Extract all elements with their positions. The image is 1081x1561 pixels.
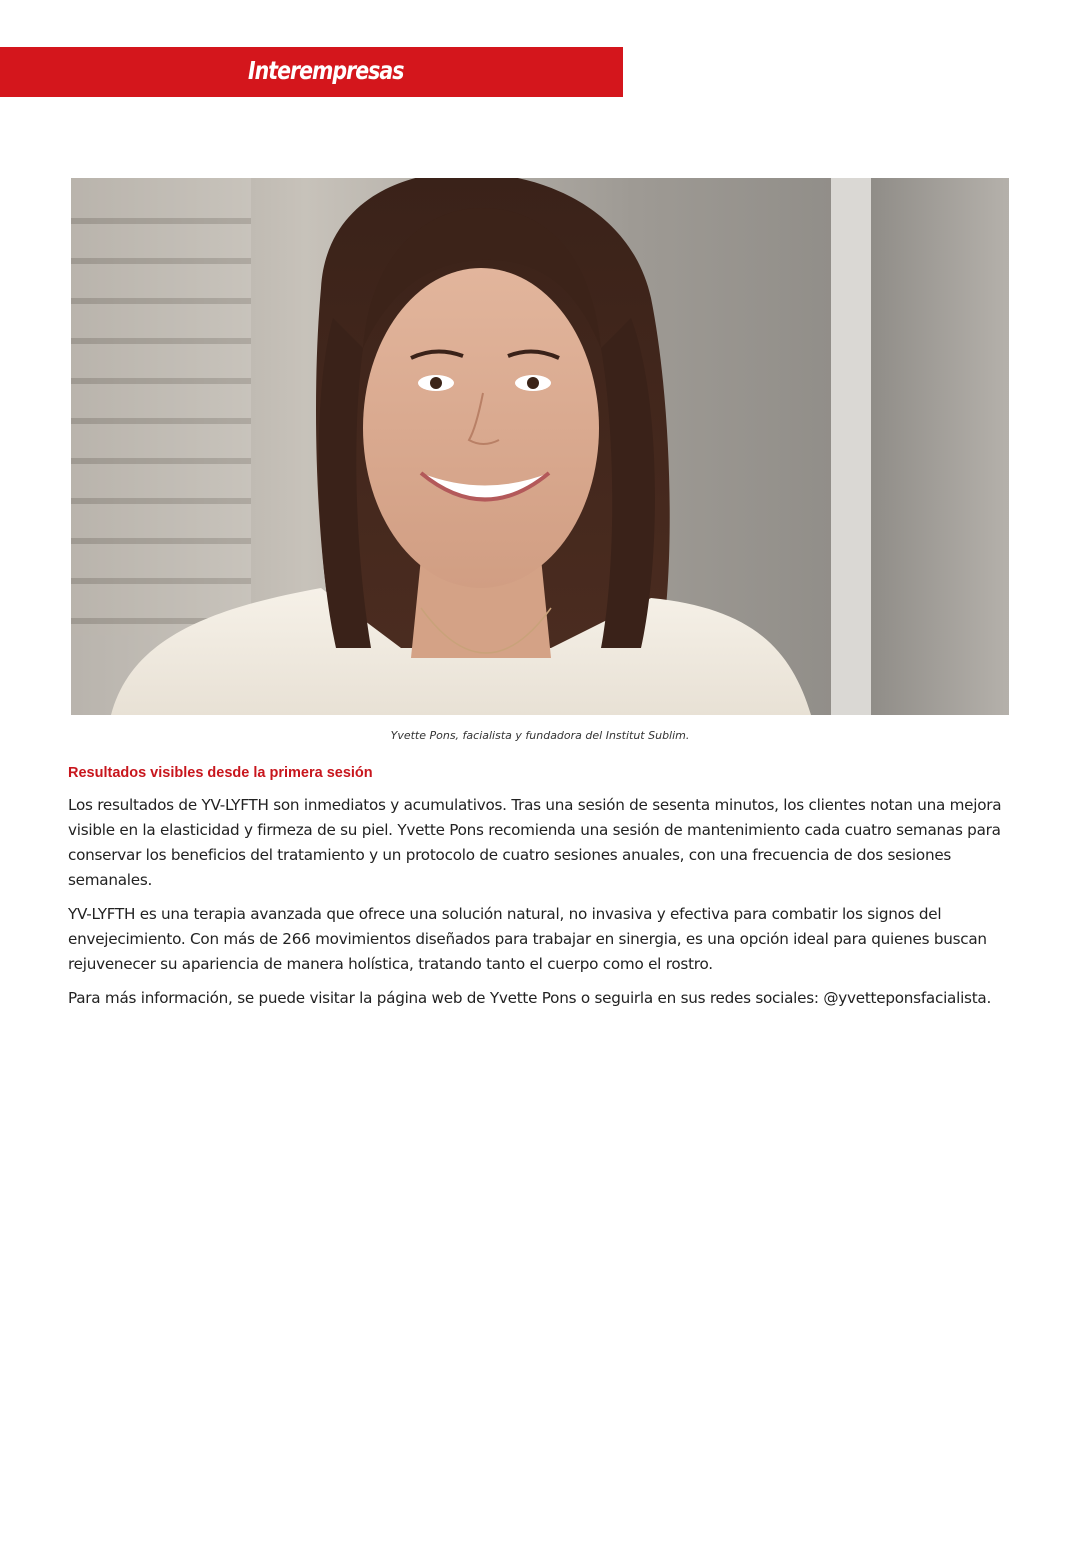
image-caption: Yvette Pons, facialista y fundadora del Institut Sublim. bbox=[390, 729, 690, 742]
article-body bbox=[68, 793, 1013, 1020]
brand-logo[interactable]: Interempresas bbox=[248, 56, 404, 85]
portrait-photo bbox=[71, 178, 1009, 715]
paragraph: Los resultados de YV-LYFTH son inmediatos y acumulativos. Tras una sesión de sesenta minutos, los clientes notan una mejora visible en la elasticidad y firmeza de su piel. Yvette Pons recomienda una sesión de mantenimiento cada cuatro semanas para conservar los beneficios del tratamiento y un protocolo de cuatro sesiones anuales, con una frecuencia de dos sesiones semanales. bbox=[68, 796, 1002, 889]
paragraph: Para más información, se puede visitar la página web de Yvette Pons o seguirla en sus redes sociales: @yvetteponsfacialista. bbox=[68, 989, 992, 1007]
brand-header-bar bbox=[0, 47, 623, 97]
section-heading: Resultados visibles desde la primera sesión bbox=[68, 765, 373, 781]
paragraph: YV-LYFTH es una terapia avanzada que ofrece una solución natural, no invasiva y efectiva para combatir los signos del envejecimiento. Con más de 266 movimientos diseñados para trabajar en sinergia, es una opción ideal para quienes buscan rejuvenecer su apariencia de manera holística, tratando tanto el cuerpo como el rostro. bbox=[68, 905, 987, 973]
